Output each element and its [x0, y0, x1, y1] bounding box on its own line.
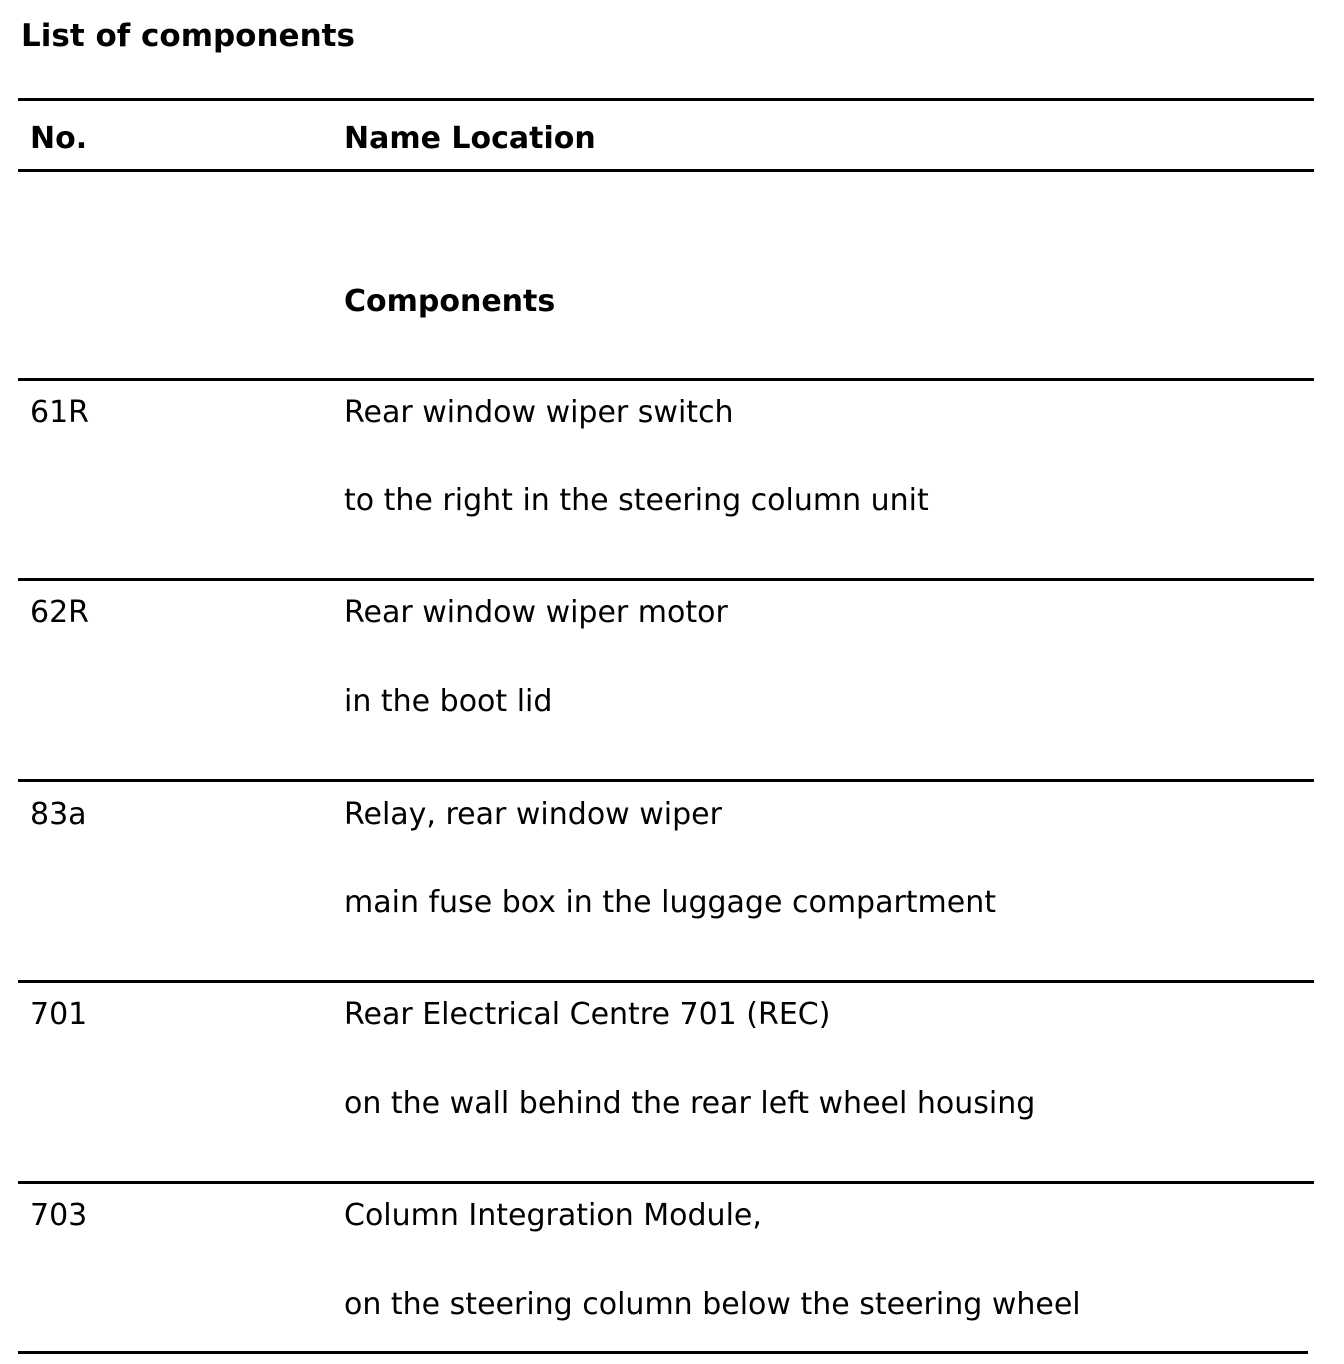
- row-name: Rear Electrical Centre 701 (REC): [344, 997, 831, 1032]
- row-number: 701: [30, 997, 88, 1032]
- row-location: on the wall behind the rear left wheel housing: [344, 1086, 1036, 1121]
- row-location: in the boot lid: [344, 684, 553, 719]
- section-heading: Components: [344, 284, 556, 319]
- row-location: to the right in the steering column unit: [344, 483, 929, 518]
- row-location: main fuse box in the luggage compartment: [344, 885, 997, 920]
- row-rule: [18, 779, 1314, 782]
- row-rule: [18, 980, 1314, 983]
- column-header-name-location: Name Location: [344, 121, 596, 156]
- header-bottom-rule: [18, 169, 1314, 172]
- row-number: 61R: [30, 395, 90, 430]
- column-header-no: No.: [30, 121, 88, 156]
- row-name: Column Integration Module,: [344, 1198, 762, 1233]
- row-number: 62R: [30, 595, 90, 630]
- row-rule: [18, 578, 1314, 581]
- table-bottom-rule: [18, 1351, 1308, 1354]
- page-title: List of components: [21, 18, 355, 54]
- row-location: on the steering column below the steering wheel: [344, 1287, 1081, 1322]
- row-name: Rear window wiper motor: [344, 595, 728, 630]
- row-name: Relay, rear window wiper: [344, 797, 722, 832]
- table-top-rule: [18, 98, 1314, 101]
- row-rule: [18, 1181, 1314, 1184]
- row-rule: [18, 378, 1314, 381]
- row-number: 83a: [30, 797, 87, 832]
- row-number: 703: [30, 1198, 88, 1233]
- row-name: Rear window wiper switch: [344, 395, 734, 430]
